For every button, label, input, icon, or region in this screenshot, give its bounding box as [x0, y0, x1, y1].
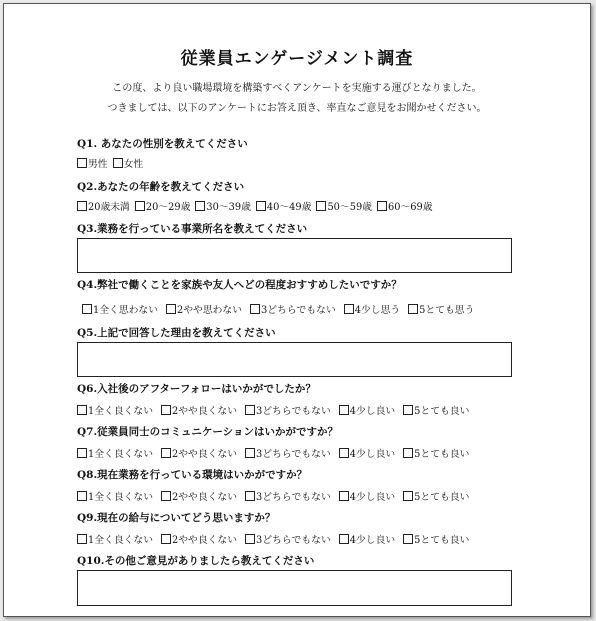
option-label: 1全く良くない: [88, 406, 154, 417]
option-label: 3どちらでもない: [256, 406, 331, 417]
option-label: 4少し思う: [354, 305, 401, 316]
q2-option-3[interactable]: [195, 199, 251, 213]
checkbox[interactable]: [316, 201, 326, 211]
option-label: 女性: [123, 159, 144, 170]
checkbox[interactable]: [161, 534, 171, 544]
q10-label: Q10.その他ご意見がありましたら教えてください: [77, 555, 315, 567]
checkbox[interactable]: [408, 304, 418, 314]
option-label: 1全く良くない: [88, 535, 154, 546]
q8-option-1[interactable]: [77, 489, 153, 503]
checkbox[interactable]: [377, 201, 387, 211]
checkbox[interactable]: [339, 534, 349, 544]
q9-option-5[interactable]: [403, 532, 469, 546]
option-label: 50～59歳: [327, 202, 372, 213]
q8-options: [77, 489, 477, 503]
option-label: 4少し良い: [349, 449, 396, 460]
checkbox[interactable]: [77, 491, 87, 501]
option-label: 男性: [88, 159, 108, 170]
q4-option-5[interactable]: [408, 302, 474, 316]
q1-label: Q1. あなたの性別を教えてください: [77, 138, 248, 150]
q9-options: [77, 532, 477, 546]
q7-option-5[interactable]: [403, 446, 469, 460]
checkbox[interactable]: [161, 405, 171, 415]
q8-label: Q8.現在業務を行っている環境はいかがですか？: [77, 469, 308, 481]
option-label: 40～49歳: [266, 202, 312, 213]
checkbox[interactable]: [135, 201, 145, 211]
q7-option-3[interactable]: [245, 446, 331, 460]
checkbox[interactable]: [161, 448, 171, 458]
intro-line-2: つきましては、以下のアンケートにお答え頂き、率直なご意見をお聞かせください。: [107, 103, 487, 114]
checkbox[interactable]: [339, 491, 349, 501]
q5-answer-box[interactable]: [77, 342, 512, 377]
q7-label: Q7.従業員同士のコミュニケーションはいかがですか？: [77, 426, 338, 438]
q6-option-3[interactable]: [245, 403, 331, 417]
q9-option-4[interactable]: [339, 532, 395, 546]
checkbox[interactable]: [77, 158, 87, 168]
q4-label: Q4.弊社で働くことを家族や友人へどの程度おすすめしたいですか？: [77, 279, 402, 291]
q9-option-1[interactable]: [77, 532, 153, 546]
q6-option-2[interactable]: [161, 403, 237, 417]
q7-option-2[interactable]: [161, 446, 237, 460]
survey-page: [3, 3, 591, 617]
option-label: 5とても良い: [414, 492, 470, 503]
q8-option-5[interactable]: [403, 489, 469, 503]
q2-option-4[interactable]: [256, 199, 312, 213]
q8-option-4[interactable]: [339, 489, 395, 503]
q6-option-4[interactable]: [339, 403, 395, 417]
option-label: 1全く良くない: [88, 449, 154, 460]
q4-option-3[interactable]: [250, 302, 336, 316]
checkbox[interactable]: [403, 448, 413, 458]
checkbox[interactable]: [77, 201, 87, 211]
checkbox[interactable]: [113, 158, 123, 168]
q7-options: [77, 446, 477, 460]
checkbox[interactable]: [245, 448, 255, 458]
q1-option-female[interactable]: [113, 156, 144, 170]
checkbox[interactable]: [344, 304, 354, 314]
q10-answer-box[interactable]: [77, 570, 512, 606]
option-label: 30～39歳: [206, 202, 251, 213]
survey-title: 従業員エンゲージメント調査: [180, 49, 414, 69]
q9-label: Q9.現在の給与についてどう思いますか？: [77, 512, 276, 524]
checkbox[interactable]: [77, 405, 87, 415]
q2-option-1[interactable]: [77, 199, 130, 213]
option-label: 5とても思う: [419, 305, 475, 316]
q2-option-5[interactable]: [316, 199, 372, 213]
option-label: 5とても良い: [414, 449, 470, 460]
checkbox[interactable]: [77, 448, 87, 458]
option-label: 2やや良くない: [172, 449, 238, 460]
q3-answer-box[interactable]: [77, 238, 512, 273]
checkbox[interactable]: [339, 448, 349, 458]
option-label: 4少し良い: [349, 406, 396, 417]
q3-label: Q3.業務を行っている事業所名を教えてください: [77, 223, 308, 235]
q2-label: Q2.あなたの年齢を教えてください: [77, 181, 245, 193]
checkbox[interactable]: [403, 405, 413, 415]
option-label: 1全く良くない: [88, 492, 154, 503]
option-label: 3どちらでもない: [256, 535, 331, 546]
option-label: 2やや良くない: [172, 535, 238, 546]
option-label: 3どちらでもない: [256, 492, 331, 503]
q4-options: [82, 302, 482, 316]
q6-option-5[interactable]: [403, 403, 469, 417]
option-label: 4少し良い: [349, 535, 396, 546]
checkbox[interactable]: [403, 534, 413, 544]
q4-option-2[interactable]: [166, 302, 242, 316]
checkbox[interactable]: [245, 534, 255, 544]
q8-option-2[interactable]: [161, 489, 237, 503]
option-label: 5とても良い: [414, 535, 470, 546]
q7-option-1[interactable]: [77, 446, 153, 460]
q6-label: Q6.入社後のアフターフォローはいかがでしたか？: [77, 383, 316, 395]
checkbox[interactable]: [339, 405, 349, 415]
q4-option-4[interactable]: [344, 302, 400, 316]
checkbox[interactable]: [403, 491, 413, 501]
q2-option-2[interactable]: [135, 199, 191, 213]
option-label: 2やや良くない: [172, 492, 238, 503]
q6-options: [77, 403, 477, 417]
option-label: 4少し良い: [349, 492, 396, 503]
q8-option-3[interactable]: [245, 489, 331, 503]
option-label: 20～29歳: [145, 202, 191, 213]
checkbox[interactable]: [166, 304, 176, 314]
option-label: 20歳未満: [88, 202, 130, 213]
q2-option-6[interactable]: [377, 199, 433, 213]
checkbox[interactable]: [161, 491, 171, 501]
checkbox[interactable]: [195, 201, 205, 211]
q9-option-3[interactable]: [245, 532, 331, 546]
checkbox[interactable]: [245, 491, 255, 501]
q1-option-male[interactable]: [77, 156, 108, 170]
q4-option-1[interactable]: [82, 302, 158, 316]
checkbox[interactable]: [256, 201, 266, 211]
option-label: 3どちらでもない: [261, 305, 336, 316]
checkbox[interactable]: [250, 304, 260, 314]
checkbox[interactable]: [82, 304, 92, 314]
q7-option-4[interactable]: [339, 446, 395, 460]
checkbox[interactable]: [245, 405, 255, 415]
option-label: 3どちらでもない: [256, 449, 331, 460]
q1-options: [77, 156, 148, 170]
q6-option-1[interactable]: [77, 403, 153, 417]
intro-line-1: この度、より良い職場環境を構築すべくアンケートを実施する運びとなりました。: [112, 83, 482, 94]
q2-options: [77, 199, 438, 213]
option-label: 60～69歳: [387, 202, 433, 213]
option-label: 2やや良くない: [172, 406, 238, 417]
option-label: 5とても良い: [414, 406, 470, 417]
option-label: 1全く思わない: [93, 305, 159, 316]
q5-label: Q5.上記で回答した理由を教えてください: [77, 327, 276, 339]
option-label: 2やや思わない: [177, 305, 243, 316]
q9-option-2[interactable]: [161, 532, 237, 546]
checkbox[interactable]: [77, 534, 87, 544]
